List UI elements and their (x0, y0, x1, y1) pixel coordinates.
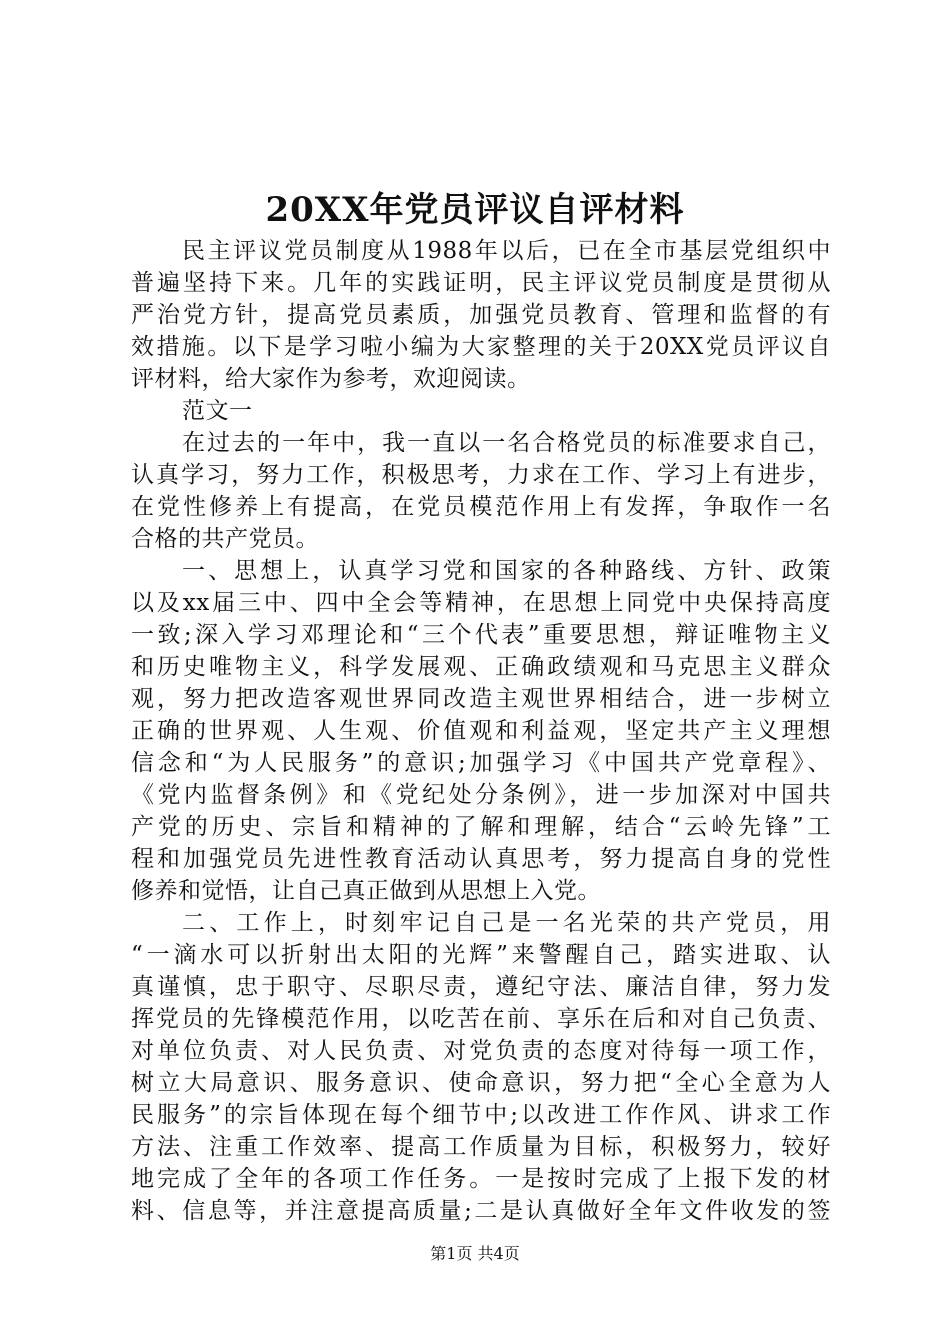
page-number-footer: 第1页 共4页 (430, 1244, 520, 1263)
text-line: 修养和觉悟，让自己真正做到从思想上入党。 (131, 878, 601, 904)
text-line: 二、工作上，时刻牢记自己是一名光荣的共产党员，用 (182, 910, 831, 936)
text-line: 树立大局意识、服务意识、使命意识，努力把“全心全意为人 (131, 1070, 831, 1096)
text-line: 一、思想上，认真学习党和国家的各种路线、方针、政策 (182, 558, 831, 584)
text-line: 信念和“为人民服务”的意识;加强学习《中国共产党章程》、 (131, 750, 831, 776)
text-line: 产党的历史、宗旨和精神的了解和理解，结合“云岭先锋”工 (131, 814, 831, 840)
text-line: 挥党员的先锋模范作用，以吃苦在前、享乐在后和对自己负责、 (131, 1006, 831, 1032)
text-line: 在过去的一年中，我一直以一名合格党员的标准要求自己， (182, 430, 831, 456)
section-heading: 范文一 (182, 398, 253, 424)
text-line: 地完成了全年的各项工作任务。一是按时完成了上报下发的材 (131, 1166, 831, 1192)
text-line: 在党性修养上有提高，在党员模范作用上有发挥，争取作一名 (131, 494, 831, 520)
text-line: 普遍坚持下来。几年的实践证明，民主评议党员制度是贯彻从 (131, 270, 831, 296)
text-line: 民主评议党员制度从1988年以后，已在全市基层党组织中 (182, 238, 831, 264)
document-body (131, 235, 831, 1227)
text-line: 方法、注重工作效率、提高工作质量为目标，积极努力，较好 (131, 1134, 831, 1160)
text-line: 正确的世界观、人生观、价值观和利益观，坚定共产主义理想 (131, 718, 831, 744)
text-line: 民服务”的宗旨体现在每个细节中;以改进工作作风、讲求工作 (131, 1102, 831, 1128)
text-line: 评材料，给大家作为参考，欢迎阅读。 (131, 366, 531, 392)
text-line: 和历史唯物主义，科学发展观、正确政绩观和马克思主义群众 (131, 654, 831, 680)
text-line: 料、信息等，并注意提高质量;二是认真做好全年文件收发的签 (131, 1198, 831, 1224)
text-line: 《党内监督条例》和《党纪处分条例》，进一步加深对中国共 (131, 782, 831, 808)
text-line: 认真学习，努力工作，积极思考，力求在工作、学习上有进步， (131, 462, 831, 488)
text-line: 程和加强党员先进性教育活动认真思考，努力提高自身的党性 (131, 846, 831, 872)
text-line: “一滴水可以折射出太阳的光辉”来警醒自己，踏实进取、认 (131, 942, 831, 968)
text-line: 合格的共产党员。 (131, 526, 319, 552)
text-line: 严治党方针，提高党员素质，加强党员教育、管理和监督的有 (131, 302, 831, 328)
document-title: 20XX年党员评议自评材料 (265, 190, 685, 230)
text-line: 一致;深入学习邓理论和“三个代表”重要思想，辩证唯物主义 (131, 622, 831, 648)
text-line: 效措施。以下是学习啦小编为大家整理的关于20XX党员评议自 (131, 334, 831, 360)
text-line: 对单位负责、对人民负责、对党负责的态度对待每一项工作， (131, 1038, 831, 1064)
text-line: 观，努力把改造客观世界同改造主观世界相结合，进一步树立 (131, 686, 831, 712)
text-line: 以及xx届三中、四中全会等精神，在思想上同党中央保持高度 (131, 590, 831, 616)
text-line: 真谨慎，忠于职守、尽职尽责，遵纪守法、廉洁自律，努力发 (131, 974, 831, 1000)
